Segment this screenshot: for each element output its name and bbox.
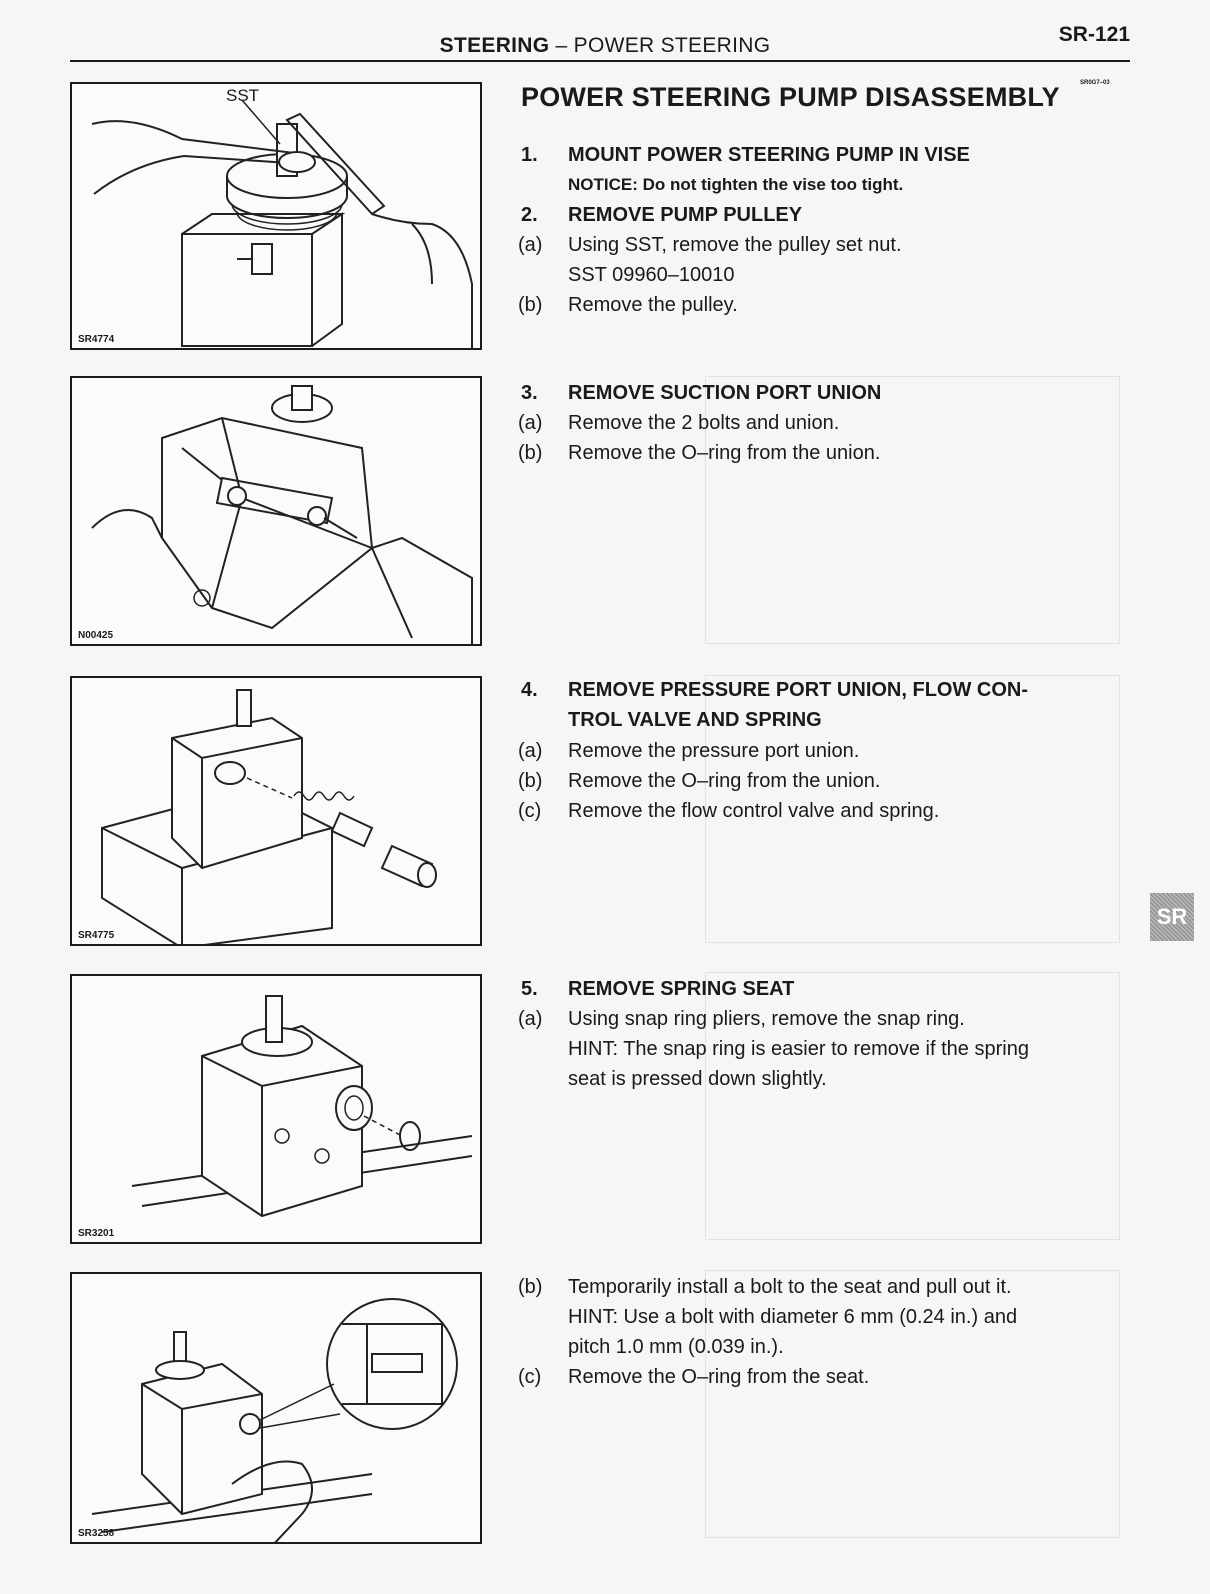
substep-text: Temporarily install a bolt to the seat and pull out it. <box>568 1276 1012 1298</box>
figure-code: SR4774 <box>78 334 115 345</box>
figure-sr4774 <box>70 82 482 350</box>
step-title: REMOVE PRESSURE PORT UNION, FLOW CON- <box>568 679 1029 701</box>
step-number: 3. <box>521 382 538 404</box>
substep-marker: (b) <box>518 1276 543 1298</box>
substep-marker: (a) <box>518 412 543 434</box>
substep-marker: (b) <box>518 442 543 464</box>
substep-text: Remove the O–ring from the seat. <box>568 1366 870 1388</box>
substep-text: Using snap ring pliers, remove the snap ring. <box>568 1008 965 1030</box>
substep-marker: (c) <box>518 1366 542 1388</box>
step-title: MOUNT POWER STEERING PUMP IN VISE <box>568 144 970 166</box>
section-title: POWER STEERING PUMP DISASSEMBLY <box>521 82 1060 112</box>
sst-callout-label: SST <box>226 86 260 105</box>
substep-text: Remove the O–ring from the union. <box>568 770 881 792</box>
figure-code: SR3201 <box>78 1228 115 1239</box>
substep-text: Using SST, remove the pulley set nut. <box>568 234 902 256</box>
step-4-title-cont: TROL VALVE AND SPRING <box>568 709 822 731</box>
page-header-title: STEERING – POWER STEERING <box>439 34 771 57</box>
substep-text: Remove the pressure port union. <box>568 740 860 762</box>
substep-marker: (c) <box>518 800 542 822</box>
figure-code: SR3258 <box>78 1528 115 1539</box>
step-number: 4. <box>521 679 538 701</box>
step-5a-hint-cont: seat is pressed down slightly. <box>568 1068 827 1090</box>
step-title: REMOVE SUCTION PORT UNION <box>568 382 882 404</box>
figure-n00425 <box>70 376 482 646</box>
page-number: SR-121 <box>1058 23 1130 46</box>
substep-marker: (a) <box>518 234 543 256</box>
figure-code: SR4775 <box>78 930 115 941</box>
step-5b-hint: HINT: Use a bolt with diameter 6 mm (0.24 in.) and <box>568 1306 1018 1328</box>
sst-wrench-on-pump-pulley-illustration <box>72 84 482 350</box>
substep-text: Remove the flow control valve and spring. <box>568 800 940 822</box>
header-rule <box>70 60 1130 62</box>
suction-port-union-bolts-illustration <box>72 378 482 646</box>
substep-marker: (a) <box>518 1008 543 1030</box>
flow-control-valve-exploded-illustration <box>72 678 482 946</box>
substep-text: Remove the pulley. <box>568 294 738 316</box>
spring-seat-pullout-illustration <box>72 1274 482 1544</box>
figure-sr3258 <box>70 1272 482 1544</box>
substep-marker: (b) <box>518 770 543 792</box>
step-title: REMOVE SPRING SEAT <box>568 978 795 1000</box>
section-tab-sr: SR <box>1150 893 1194 941</box>
step-1-notice: NOTICE: Do not tighten the vise too tight. <box>568 175 904 194</box>
substep-text: Remove the 2 bolts and union. <box>568 412 840 434</box>
figure-code: N00425 <box>78 630 114 641</box>
step-5a-hint: HINT: The snap ring is easier to remove if the spring <box>568 1038 1029 1060</box>
document-code: SR0G7–03 <box>1080 80 1110 86</box>
substep-marker: (a) <box>518 740 543 762</box>
figure-sr4775 <box>70 676 482 946</box>
step-number: 5. <box>521 978 538 1000</box>
step-number: 1. <box>521 144 538 166</box>
substep-text: Remove the O–ring from the union. <box>568 442 881 464</box>
figure-sr3201 <box>70 974 482 1244</box>
step-2a-sst: SST 09960–10010 <box>568 264 735 286</box>
step-number: 2. <box>521 204 538 226</box>
step-title: REMOVE PUMP PULLEY <box>568 204 803 226</box>
substep-marker: (b) <box>518 294 543 316</box>
spring-seat-snap-ring-illustration <box>72 976 482 1244</box>
step-5b-hint-cont: pitch 1.0 mm (0.039 in.). <box>568 1336 784 1358</box>
